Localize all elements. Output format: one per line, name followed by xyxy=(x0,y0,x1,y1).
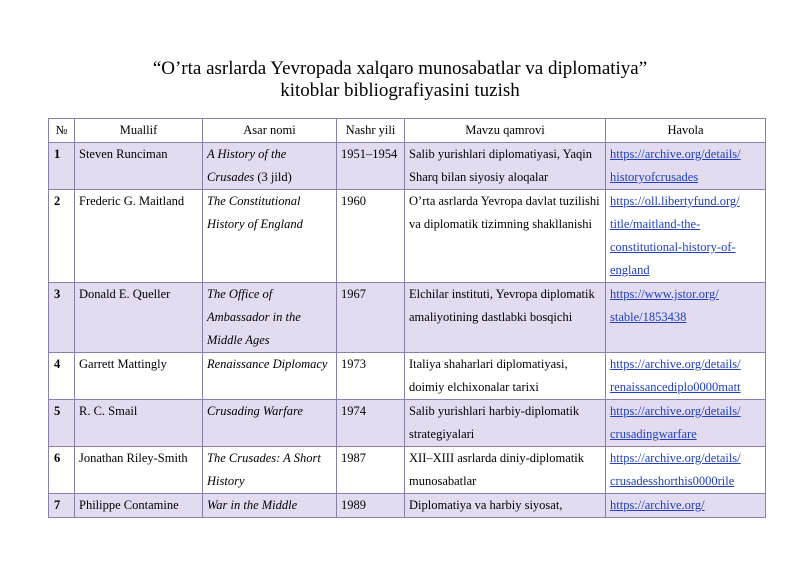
row-link xyxy=(606,447,766,494)
link-url[interactable]: https://archive.org/details/ xyxy=(610,404,741,418)
row-number: 5 xyxy=(49,400,75,447)
title-line-2: kitoblar bibliografiyasini tuzish xyxy=(280,80,520,101)
row-scope: Salib yurishlari diplomatiyasi, Yaqin Sharq bilan siyosiy aloqalar xyxy=(405,143,606,190)
link-url[interactable]: england xyxy=(610,263,650,277)
table-header-row xyxy=(49,119,766,143)
header-author: Muallif xyxy=(75,119,203,143)
book-title: The Crusades: A Short History xyxy=(207,451,321,488)
link-url[interactable]: constitutional-history-of- xyxy=(610,240,736,254)
table-row xyxy=(49,143,766,190)
document-title xyxy=(0,58,800,102)
table-row xyxy=(49,447,766,494)
row-author: Donald E. Queller xyxy=(75,283,203,353)
link-url[interactable]: https://archive.org/ xyxy=(610,498,705,512)
book-title: A History of the Crusades xyxy=(207,147,287,184)
row-author: Jonathan Riley-Smith xyxy=(75,447,203,494)
row-number: 6 xyxy=(49,447,75,494)
row-author: R. C. Smail xyxy=(75,400,203,447)
row-link xyxy=(606,400,766,447)
row-number: 3 xyxy=(49,283,75,353)
row-scope: XII–XIII asrlarda diniy-diplomatik munosabatlar xyxy=(405,447,606,494)
link-url[interactable]: renaissancediplo0000matt xyxy=(610,380,741,394)
table-row xyxy=(49,494,766,518)
row-link xyxy=(606,283,766,353)
header-title: Asar nomi xyxy=(203,119,337,143)
row-title xyxy=(203,190,337,283)
link-url[interactable]: crusadingwarfare xyxy=(610,427,697,441)
link-url[interactable]: https://archive.org/details/ xyxy=(610,357,741,371)
row-title xyxy=(203,143,337,190)
row-author: Steven Runciman xyxy=(75,143,203,190)
header-link: Havola xyxy=(606,119,766,143)
header-year: Nashr yili xyxy=(337,119,405,143)
row-link xyxy=(606,494,766,518)
link-url[interactable]: historyofcrusades xyxy=(610,170,699,184)
row-author: Frederic G. Maitland xyxy=(75,190,203,283)
table-body xyxy=(49,143,766,518)
link-url[interactable]: https://oll.libertyfund.org/ xyxy=(610,194,740,208)
table-row xyxy=(49,190,766,283)
book-title: The Office of Ambassador in the Middle Ages xyxy=(207,287,301,347)
table-row xyxy=(49,400,766,447)
link-url[interactable]: stable/1853438 xyxy=(610,310,687,324)
row-year: 1973 xyxy=(337,353,405,400)
row-number: 4 xyxy=(49,353,75,400)
row-year: 1989 xyxy=(337,494,405,518)
row-link xyxy=(606,143,766,190)
header-number: № xyxy=(49,119,75,143)
row-author: Garrett Mattingly xyxy=(75,353,203,400)
link-url[interactable]: title/maitland-the- xyxy=(610,217,701,231)
link-url[interactable]: crusadesshorthis0000rile xyxy=(610,474,735,488)
link-url[interactable]: https://www.jstor.org/ xyxy=(610,287,719,301)
row-link xyxy=(606,353,766,400)
table-row xyxy=(49,283,766,353)
row-scope: O’rta asrlarda Yevropa davlat tuzilishi va diplomatik tizimning shakllanishi xyxy=(405,190,606,283)
row-title xyxy=(203,353,337,400)
book-title: Renaissance Diplomacy xyxy=(207,357,328,371)
link-url[interactable]: https://archive.org/details/ xyxy=(610,451,741,465)
row-scope: Italiya shaharlari diplomatiyasi, doimiy elchixonalar tarixi xyxy=(405,353,606,400)
row-title xyxy=(203,447,337,494)
bibliography-table xyxy=(48,118,766,518)
row-number: 2 xyxy=(49,190,75,283)
book-volume-note: (3 jild) xyxy=(254,170,292,184)
title-line-1: “O’rta asrlarda Yevropada xalqaro munosabatlar va diplomatiya” xyxy=(152,58,648,79)
book-title: War in the Middle xyxy=(207,498,298,512)
row-number: 7 xyxy=(49,494,75,518)
link-url[interactable]: https://archive.org/details/ xyxy=(610,147,741,161)
row-title xyxy=(203,283,337,353)
row-title xyxy=(203,494,337,518)
book-title: Crusading Warfare xyxy=(207,404,303,418)
book-title: The Constitutional History of England xyxy=(207,194,303,231)
row-year: 1974 xyxy=(337,400,405,447)
row-scope: Salib yurishlari harbiy-diplomatik strategiyalari xyxy=(405,400,606,447)
row-year: 1987 xyxy=(337,447,405,494)
table-row xyxy=(49,353,766,400)
row-scope: Diplomatiya va harbiy siyosat, xyxy=(405,494,606,518)
row-year: 1960 xyxy=(337,190,405,283)
row-title xyxy=(203,400,337,447)
row-number: 1 xyxy=(49,143,75,190)
row-link xyxy=(606,190,766,283)
row-scope: Elchilar instituti, Yevropa diplomatik amaliyotining dastlabki bosqichi xyxy=(405,283,606,353)
row-year: 1951–1954 xyxy=(337,143,405,190)
row-year: 1967 xyxy=(337,283,405,353)
row-author: Philippe Contamine xyxy=(75,494,203,518)
header-scope: Mavzu qamrovi xyxy=(405,119,606,143)
